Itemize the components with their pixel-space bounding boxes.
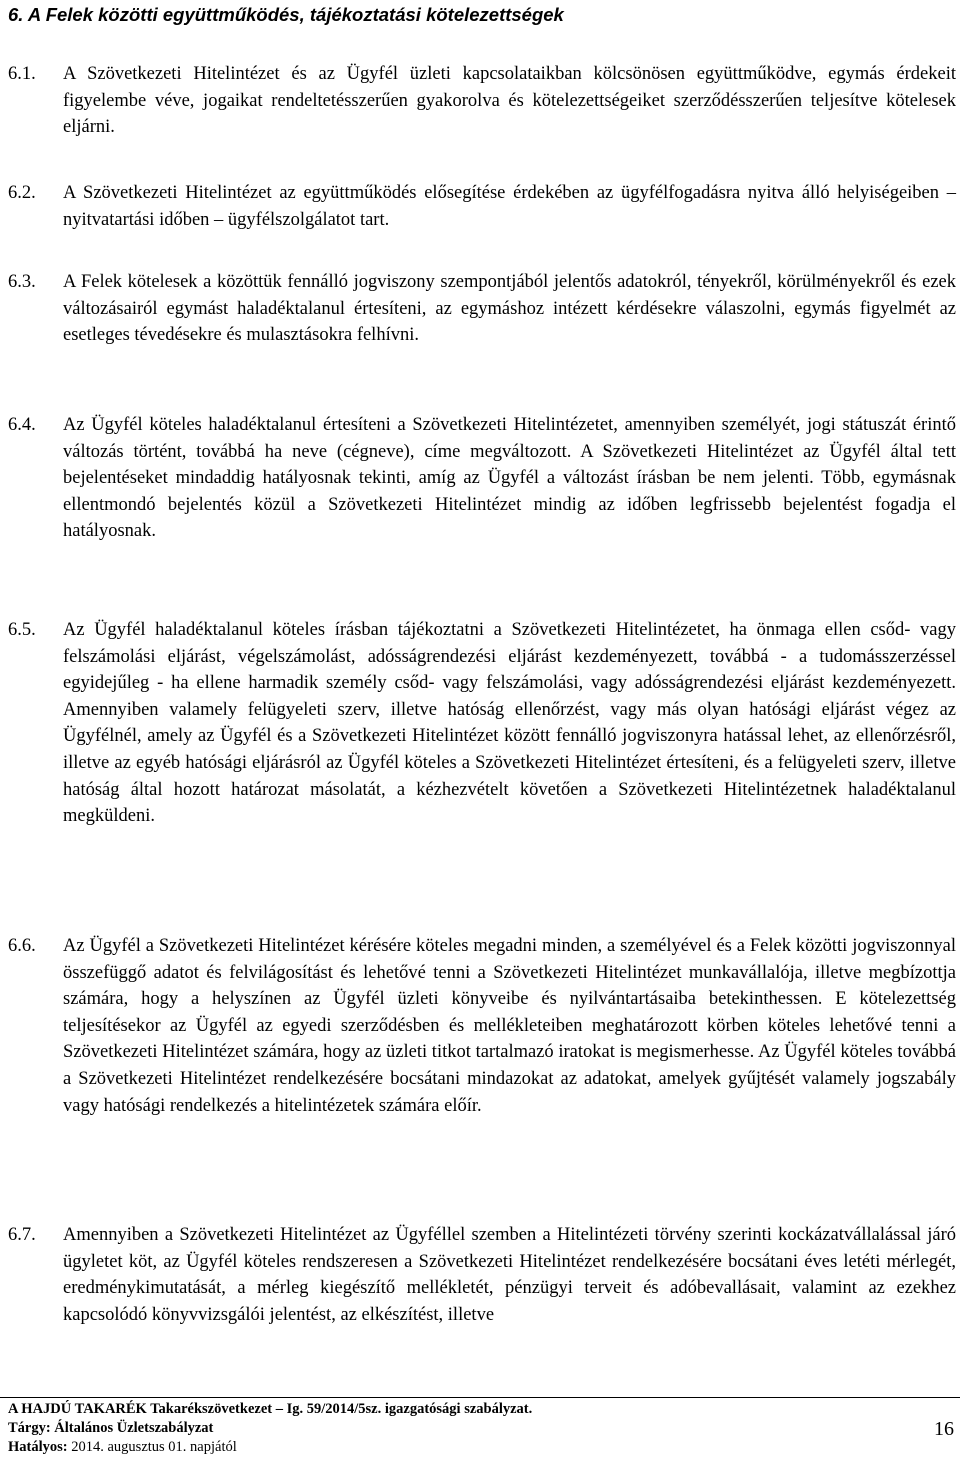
paragraph-number: 6.7. bbox=[8, 1225, 36, 1245]
page-footer bbox=[8, 1400, 956, 1457]
paragraph-text: A Szövetkezeti Hitelintézet és az Ügyfél üzleti kapcsolataikban kölcsönösen együttműködve, egymás érdekeit figyelembe véve, jogaikat rendeltetésszerűen gyakorolva és kötelezettségeiket szerződésszerűen teljesítve kötelesek eljárni. bbox=[63, 64, 956, 138]
paragraph-text: Az Ügyfél a Szövetkezeti Hitelintézet kérésére köteles megadni minden, a személyével és a Felek közötti jogviszonnyal összefüggő adatot és felvilágosítást és lehetővé tenni a Szövetkezeti Hitelintézet munkavállalója, illetve megbízottja számára, hogy a helyszínen az Ügyfél üzleti könyveibe és nyilvántartásaiba betekinthessen. E kötelezettség teljesítésekor az Ügyfél az egyedi szerződésben és mellékleteiben meghatározott körben köteles lehetővé tenni a Szövetkezeti Hitelintézet számára, hogy az üzleti titkot tartalmazó iratokat is megismerhesse. Az Ügyfél köteles továbbá a Szövetkezeti Hitelintézet rendelkezésére bocsátani mindazokat az adatokat, amelyek gyűjtését valamely jogszabály vagy hatósági rendelkezés a hitelintézetek számára előír. bbox=[63, 936, 956, 1116]
footer-subject-line: Tárgy: Általános Üzletszabályzat bbox=[8, 1420, 214, 1436]
paragraph-6-6 bbox=[8, 933, 956, 1119]
footer-regulation-line: A HAJDÚ TAKARÉK Takarékszövetkezet – Ig. 59/2014/5sz. igazgatósági szabályzat. bbox=[8, 1401, 533, 1417]
paragraph-number: 6.6. bbox=[8, 936, 36, 956]
paragraph-text: A Szövetkezeti Hitelintézet az együttműködés elősegítése érdekében az ügyfélfogadásra nyitva álló helyiségeiben – nyitvatartási időben – ügyfélszolgálatot tart. bbox=[63, 183, 956, 230]
paragraph-text: Amennyiben a Szövetkezeti Hitelintézet az Ügyféllel szemben a Hitelintézeti törvény szerinti kockázatvállalással járó ügyletet köt, az Ügyfél köteles rendszeresen a Szövetkezeti Hitelintézet rendelkezésére bocsátani éves letéti mérlegét, eredménykimutatását, a mérleg kiegészítő mellékletét, pénzügyi terveit és adóbevallásait, valamint az ezekhez kapcsolódó könyvvizsgálói jelentést, az elkészítést, illetve bbox=[63, 1225, 956, 1325]
page-number: 16 bbox=[934, 1418, 954, 1440]
footer-effective-date: 2014. augusztus 01. napjától bbox=[67, 1439, 237, 1455]
paragraph-number: 6.1. bbox=[8, 64, 36, 84]
section-heading: 6. A Felek közötti együttműködés, tájékoztatási kötelezettségek bbox=[8, 4, 564, 25]
paragraph-6-1 bbox=[8, 61, 956, 141]
paragraph-number: 6.5. bbox=[8, 620, 36, 640]
paragraph-text: Az Ügyfél haladéktalanul köteles írásban tájékoztatni a Szövetkezeti Hitelintézetet, ha önmaga ellen csőd- vagy felszámolási eljárást, végelszámolást, adósságrendezési eljárást kezdeményezett, továbbá - a tudomásszerzéssel egyidejűleg - ha ellene harmadik személy csőd- vagy felszámolási, vagy adósságrendezési eljárást kezdeményezett. Amennyiben valamely felügyeleti szerv, illetve hatóság ellenőrzést, vagy más olyan hatósági eljárást végez az Ügyfélnél, amely az Ügyfél és a Szövetkezeti Hitelintézet között fennálló jogviszonyra hatással lehet, az ellenőrzésről, illetve az egyéb hatósági eljárásról az Ügyfél köteles a Szövetkezeti Hitelintézet értesíteni, és a felügyeleti szerv, illetve hatóság által hozott határozat másolatát, a kézhezvételt követően a Szövetkezeti Hitelintézetnek haladéktalanul megküldeni. bbox=[63, 620, 956, 827]
paragraph-number: 6.4. bbox=[8, 415, 36, 435]
paragraph-number: 6.3. bbox=[8, 272, 36, 292]
footer-effective-line bbox=[8, 1438, 956, 1457]
footer-divider bbox=[0, 1397, 960, 1398]
footer-effective-label: Hatályos: bbox=[8, 1439, 68, 1455]
paragraph-6-7 bbox=[8, 1222, 956, 1328]
paragraph-6-3 bbox=[8, 269, 956, 349]
paragraph-6-5 bbox=[8, 617, 956, 830]
paragraph-6-2 bbox=[8, 180, 956, 233]
paragraph-6-4 bbox=[8, 412, 956, 545]
paragraph-number: 6.2. bbox=[8, 183, 36, 203]
paragraph-text: Az Ügyfél köteles haladéktalanul értesíteni a Szövetkezeti Hitelintézetet, amennyiben személyét, jogi státuszát érintő változás történt, továbbá ha neve (cégneve), címe megváltozott. A Szövetkezeti Hitelintézet az Ügyfél által tett bejelentéseket mindaddig hatályosnak tekinti, amíg az Ügyfél a változást írásban be nem jelenti. Több, egymásnak ellentmondó bejelentés közül a Szövetkezeti Hitelintézet mindig az időben legfrissebb bejelentést fogadja el hatályosnak. bbox=[63, 415, 956, 542]
paragraph-text: A Felek kötelesek a közöttük fennálló jogviszony szempontjából jelentős adatokról, tényekről, körülményekről és ezek változásairól egymást haladéktalanul értesíteni, az egymáshoz intézett kérdésekre válaszolni, egymás figyelmét az esetleges tévedésekre és mulasztásokra felhívni. bbox=[63, 272, 956, 346]
